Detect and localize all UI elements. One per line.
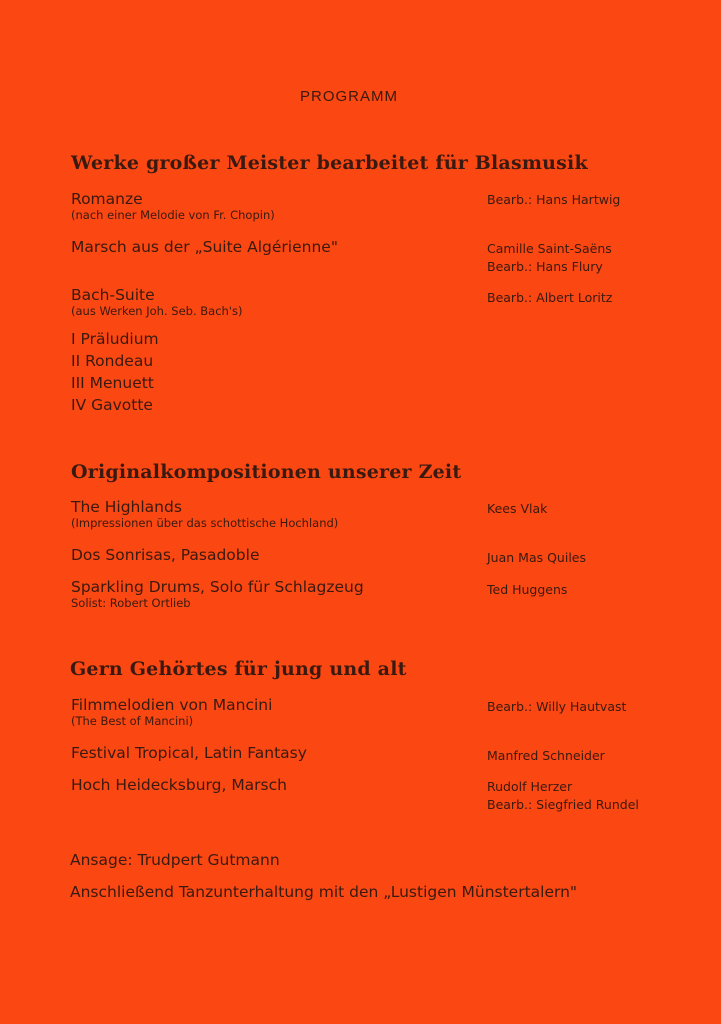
- movement-item: I Präludium: [71, 330, 159, 348]
- item-credit: [487, 747, 605, 765]
- credit-line: Ted Huggens: [487, 582, 568, 597]
- item-credit: [487, 778, 639, 813]
- program-item: [71, 744, 711, 762]
- item-credit: [487, 698, 626, 716]
- item-credit: [487, 500, 547, 518]
- credit-line: Bearb.: Willy Hautvast: [487, 699, 627, 714]
- item-subtitle: (Impressionen über das schottische Hochland): [71, 516, 339, 530]
- credit-line: Bearb.: Albert Loritz: [487, 290, 613, 305]
- credit-line: Bearb.: Siegfried Rundel: [487, 796, 639, 812]
- section-heading-1: Werke großer Meister bearbeitet für Blasmusik: [71, 152, 588, 174]
- item-title: Marsch aus der „Suite Algérienne": [71, 238, 338, 256]
- item-title: Filmmelodien von Mancini: [71, 696, 273, 714]
- item-title: Bach-Suite: [71, 286, 155, 304]
- item-credit: [487, 549, 586, 567]
- credit-line: Rudolf Herzer: [487, 779, 573, 794]
- program-item: [71, 498, 711, 530]
- page-title: PROGRAMM: [300, 88, 398, 105]
- credit-line: Manfred Schneider: [487, 748, 605, 763]
- credit-line: Bearb.: Hans Flury: [487, 258, 603, 274]
- item-credit: [487, 191, 620, 209]
- credit-line: Camille Saint-Saëns: [487, 241, 612, 256]
- item-subtitle: (The Best of Mancini): [71, 714, 194, 728]
- credit-line: Bearb.: Hans Hartwig: [487, 192, 621, 207]
- item-title: Romanze: [71, 190, 143, 208]
- announcer-line: Ansage: Trudpert Gutmann: [70, 851, 280, 869]
- program-item: [71, 546, 711, 564]
- section-heading-3: Gern Gehörtes für jung und alt: [70, 658, 407, 680]
- movement-item: III Menuett: [71, 374, 154, 392]
- section-heading-2: Originalkompositionen unserer Zeit: [71, 461, 462, 483]
- credit-line: Kees Vlak: [487, 501, 548, 516]
- item-credit: [487, 240, 612, 275]
- item-title: Festival Tropical, Latin Fantasy: [71, 744, 307, 762]
- movement-list: [71, 328, 159, 416]
- item-title: The Highlands: [71, 498, 182, 516]
- closing-line: Anschließend Tanzunterhaltung mit den „Lustigen Münstertalern": [70, 883, 578, 901]
- item-title: Dos Sonrisas, Pasadoble: [71, 546, 260, 564]
- program-item: [71, 286, 711, 318]
- item-subtitle: (aus Werken Joh. Seb. Bach's): [71, 304, 243, 318]
- credit-line: Juan Mas Quiles: [487, 550, 587, 565]
- movement-item: II Rondeau: [71, 352, 154, 370]
- program-item: [71, 578, 711, 610]
- item-credit: [487, 289, 612, 307]
- item-title: Hoch Heidecksburg, Marsch: [71, 776, 287, 794]
- item-subtitle: Solist: Robert Ortlieb: [71, 596, 191, 610]
- program-item: [71, 238, 711, 256]
- movement-item: IV Gavotte: [71, 396, 153, 414]
- item-subtitle: (nach einer Melodie von Fr. Chopin): [71, 208, 275, 222]
- item-credit: [487, 581, 567, 599]
- item-title: Sparkling Drums, Solo für Schlagzeug: [71, 578, 364, 596]
